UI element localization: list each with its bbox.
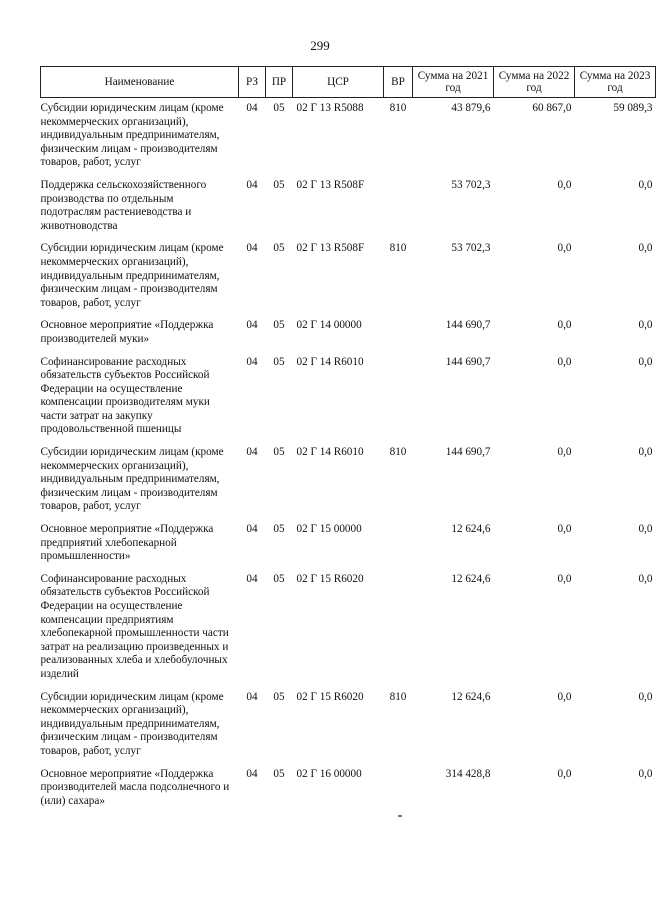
- row-pr: 05: [273, 690, 285, 703]
- row-rz: 04: [246, 242, 258, 255]
- row-sum-2023: 0,0: [638, 242, 653, 255]
- row-name: Софинансирование расходных обязательств субъектов Российской Федерации на осуществление компенсации предприятиям хлебопекарной промышленности части затрат на реализацию произведенных и реализованных хлеба и хлебобулочных изделий: [40, 572, 229, 680]
- row-sum-2021: 314 428,8: [445, 767, 491, 780]
- row-rz: 04: [246, 319, 258, 332]
- row-vr: [384, 170, 413, 233]
- header-csr: ЦСР: [293, 67, 384, 98]
- table-row: [41, 347, 656, 438]
- row-pr: 05: [273, 446, 285, 459]
- row-vr: 810: [389, 446, 407, 459]
- row-vr: 810: [389, 102, 407, 114]
- row-sum-2023: 0,0: [638, 523, 653, 536]
- table-body: [41, 98, 656, 809]
- row-sum-2022: 0,0: [557, 178, 572, 191]
- row-name: Субсидии юридическим лицам (кроме некоммерческих организаций), индивидуальным предпринимателям, физическим лицам - производителям товаров, работ, услуг: [40, 446, 224, 513]
- row-rz: 04: [246, 178, 258, 191]
- row-csr: 02 Г 15 R6020: [296, 572, 364, 585]
- row-csr: 02 Г 13 R508F: [296, 242, 365, 255]
- row-csr: 02 Г 13 R5088: [296, 102, 364, 114]
- row-rz: 04: [246, 572, 258, 585]
- row-rz: 04: [246, 446, 258, 459]
- row-pr: 05: [273, 319, 285, 332]
- header-sum-2022: Сумма на 2022 год: [494, 67, 575, 98]
- header-sum-2023: Сумма на 2023 год: [575, 67, 656, 98]
- row-csr: 02 Г 14 00000: [296, 319, 362, 332]
- row-sum-2022: 0,0: [557, 446, 572, 459]
- row-csr: 02 Г 13 R508F: [296, 178, 365, 191]
- row-name: Субсидии юридическим лицам (кроме некоммерческих организаций), индивидуальным предпринимателям, физическим лицам - производителям товаров, работ, услуг: [40, 102, 224, 169]
- row-sum-2021: 144 690,7: [445, 319, 491, 332]
- row-name: Софинансирование расходных обязательств субъектов Российской Федерации на осуществление компенсации производителям муки части затрат на закупку продовольственной пшеницы: [40, 355, 210, 436]
- row-pr: 05: [273, 102, 285, 114]
- row-sum-2022: 0,0: [557, 319, 572, 332]
- row-sum-2021: 53 702,3: [451, 242, 491, 255]
- row-sum-2023: 0,0: [638, 767, 653, 780]
- header-pr: ПР: [266, 67, 293, 98]
- row-sum-2021: 12 624,6: [451, 690, 491, 703]
- header-sum-2021: Сумма на 2021 год: [413, 67, 494, 98]
- row-vr: [384, 759, 413, 809]
- row-name: Основное мероприятие «Поддержка предприятий хлебопекарной промышленности»: [40, 523, 214, 563]
- row-rz: 04: [246, 102, 258, 114]
- row-sum-2021: 144 690,7: [445, 355, 491, 368]
- row-vr: [384, 347, 413, 438]
- row-pr: 05: [273, 355, 285, 368]
- row-sum-2022: 0,0: [557, 572, 572, 585]
- table-row: [41, 564, 656, 682]
- row-name: Поддержка сельскохозяйственного производства по отдельным подотраслям растениеводства и животноводства: [40, 178, 207, 232]
- row-csr: 02 Г 15 R6020: [296, 690, 364, 703]
- row-sum-2021: 53 702,3: [451, 178, 491, 191]
- row-vr: [384, 514, 413, 564]
- row-csr: 02 Г 15 00000: [296, 523, 362, 536]
- row-sum-2022: 0,0: [557, 767, 572, 780]
- table-row: [41, 682, 656, 759]
- row-vr: 810: [389, 242, 407, 255]
- row-sum-2021: 12 624,6: [451, 572, 491, 585]
- table-row: [41, 310, 656, 346]
- row-sum-2023: 59 089,3: [613, 102, 653, 114]
- row-sum-2023: 0,0: [638, 178, 653, 191]
- row-sum-2023: 0,0: [638, 355, 653, 368]
- row-sum-2023: 0,0: [638, 690, 653, 703]
- row-csr: 02 Г 14 R6010: [296, 355, 364, 368]
- row-pr: 05: [273, 767, 285, 780]
- table-header-row: [41, 67, 656, 98]
- row-name: Основное мероприятие «Поддержка производителей муки»: [40, 319, 214, 345]
- row-sum-2022: 0,0: [557, 242, 572, 255]
- table-row: [41, 514, 656, 564]
- row-name: Субсидии юридическим лицам (кроме некоммерческих организаций), индивидуальным предпринимателям, физическим лицам - производителям товаров, работ, услуг: [40, 242, 224, 309]
- row-csr: 02 Г 14 R6010: [296, 446, 364, 459]
- row-name: Субсидии юридическим лицам (кроме некоммерческих организаций), индивидуальным предпринимателям, физическим лицам - производителям товаров, работ, услуг: [40, 690, 224, 757]
- row-pr: 05: [273, 178, 285, 191]
- row-sum-2022: 0,0: [557, 355, 572, 368]
- row-sum-2021: 12 624,6: [451, 523, 491, 536]
- row-pr: 05: [273, 572, 285, 585]
- table-row: [41, 170, 656, 233]
- page-number: 299: [310, 38, 330, 53]
- row-sum-2023: 0,0: [638, 446, 653, 459]
- row-csr: 02 Г 16 00000: [296, 767, 362, 780]
- table-row: [41, 437, 656, 514]
- row-name: Основное мероприятие «Поддержка производителей масла подсолнечного и (или) сахара»: [40, 767, 230, 807]
- row-rz: 04: [246, 523, 258, 536]
- row-sum-2023: 0,0: [638, 319, 653, 332]
- row-sum-2022: 60 867,0: [532, 102, 572, 114]
- row-vr: 810: [389, 690, 407, 703]
- row-pr: 05: [273, 523, 285, 536]
- row-sum-2021: 43 879,6: [451, 102, 491, 114]
- row-rz: 04: [246, 355, 258, 368]
- row-sum-2021: 144 690,7: [445, 446, 491, 459]
- header-vr: ВР: [384, 67, 413, 98]
- row-rz: 04: [246, 767, 258, 780]
- budget-table: [40, 66, 656, 808]
- table-row: [41, 759, 656, 809]
- scan-speck: [398, 815, 402, 817]
- row-sum-2022: 0,0: [557, 690, 572, 703]
- row-vr: [384, 564, 413, 682]
- table-row: [41, 98, 656, 170]
- header-name: Наименование: [41, 67, 239, 98]
- header-rz: РЗ: [239, 67, 266, 98]
- row-rz: 04: [246, 690, 258, 703]
- row-sum-2022: 0,0: [557, 523, 572, 536]
- row-sum-2023: 0,0: [638, 572, 653, 585]
- table-row: [41, 233, 656, 310]
- row-vr: [384, 310, 413, 346]
- row-pr: 05: [273, 242, 285, 255]
